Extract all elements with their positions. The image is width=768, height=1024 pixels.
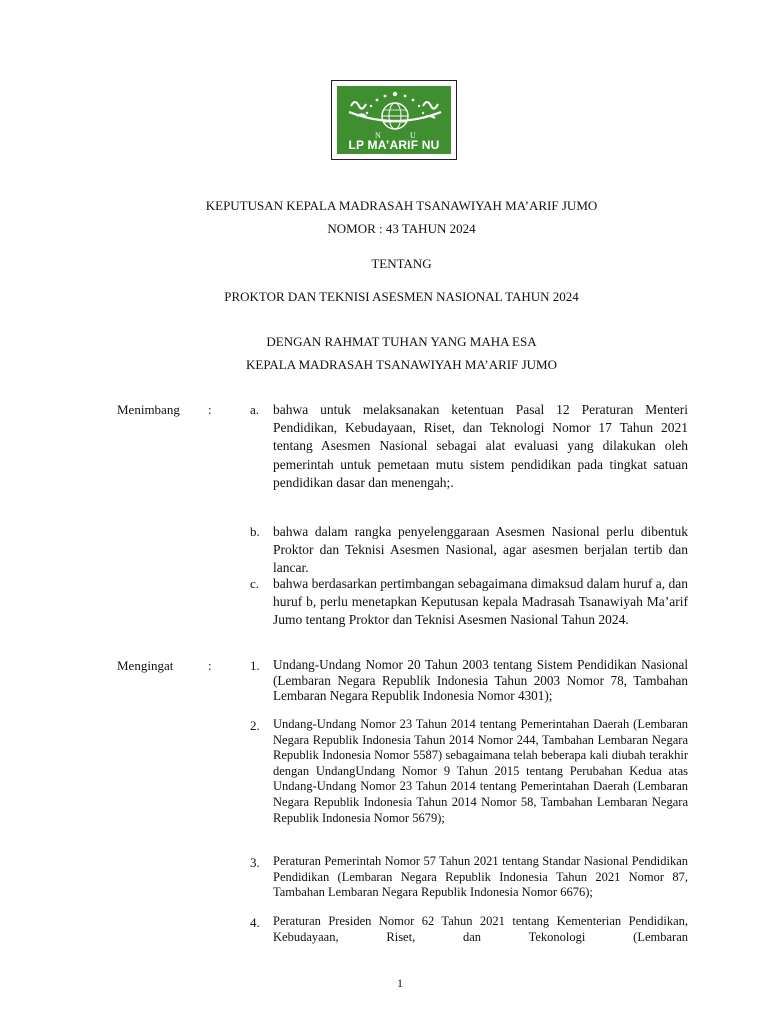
decree-title: KEPUTUSAN KEPALA MADRASAH TSANAWIYAH MA’ARIF JUMO	[205, 198, 598, 213]
menimbang-marker-a: a.	[250, 402, 260, 417]
menimbang-marker-b: b.	[250, 524, 260, 539]
decree-number: NOMOR : 43 TAHUN 2024	[327, 221, 476, 236]
mengingat-marker-4: 4.	[250, 915, 260, 930]
menimbang-label: Menimbang	[117, 402, 180, 417]
logo-caption: LP MA’ARIF NU	[348, 138, 440, 152]
mengingat-label: Mengingat	[117, 658, 174, 673]
menimbang-marker-c: c.	[250, 576, 260, 591]
menimbang-colon: :	[208, 402, 212, 417]
page-number: 1	[397, 976, 403, 990]
mengingat-item-4: Peraturan Presiden Nomor 62 Tahun 2021 tentang Kementerian Pendidikan, Kebudayaan, Riset, dan Tekonologi (Lembaran	[273, 914, 688, 944]
mengingat-colon: :	[208, 658, 212, 673]
lp-maarif-nu-logo	[331, 80, 457, 160]
blessing-line: DENGAN RAHMAT TUHAN YANG MAHA ESA	[266, 334, 537, 349]
menimbang-item-b: bahwa dalam rangka penyelenggaraan Asesmen Nasional perlu dibentuk Proktor dan Teknisi Asesmen Nasional, agar asesmen berjalan tertib dan lancar.	[273, 524, 688, 576]
mengingat-item-1: Undang-Undang Nomor 20 Tahun 2003 tentang Sistem Pendidikan Nasional (Lembaran Negara Republik Indonesia Tahun 2003 Nomor 78, Tambahan Lembaran Negara Republik Indonesia Nomor 4301);	[273, 657, 688, 704]
mengingat-item-2: Undang-Undang Nomor 23 Tahun 2014 tentang Pemerintahan Daerah (Lembaran Negara Republik Indonesia Tahun 2014 Nomor 244, Tambahan Lembaran Negara Republik Indonesia Nomor 5587) sebagaimana telah beberapa kali diubah terakhir dengan UndangUndang Nomor 9 Tahun 2015 tentang Perubahan Kedua atas Undang-Undang Nomor 23 Tahun 2014 tentang Pemerintahan Daerah (Lembaran Negara Republik Indonesia Tahun 2014 Nomor 58, Tambahan Lembaran Negara Republik Indonesia Nomor 5679);	[273, 717, 688, 825]
mengingat-item-3: Peraturan Pemerintah Nomor 57 Tahun 2021 tentang Standar Nasional Pendidikan Pendidikan (Lembaran Negara Republik Indonesia Tahun 2021 Nomor 87, Tambahan Lembaran Negara Republik Indonesia Nomor 6676);	[273, 854, 688, 900]
mengingat-marker-1: 1.	[250, 658, 260, 673]
mengingat-marker-2: 2.	[250, 718, 260, 733]
svg-text:N: N	[375, 131, 381, 140]
decree-subject: PROKTOR DAN TEKNISI ASESMEN NASIONAL TAHUN 2024	[224, 289, 579, 304]
menimbang-item-c: bahwa berdasarkan pertimbangan sebagaimana dimaksud dalam huruf a, dan huruf b, perlu menetapkan Keputusan kepala Madrasah Tsanawiyah Ma’arif Jumo tentang Proktor dan Teknisi Asesmen Nasional Tahun 2024.	[273, 576, 688, 628]
menimbang-item-a: bahwa untuk melaksanakan ketentuan Pasal 12 Peraturan Menteri Pendidikan, Kebudayaan, Riset, dan Teknologi Nomor 17 Tahun 2021 tentang Asesmen Nasional sebagai alat evaluasi yang dilakukan oleh pemerintah untuk pemetaan mutu sistem pendidikan pada tingkat satuan pendidikan dasar dan menengah;.	[273, 402, 688, 490]
tentang-heading: TENTANG	[371, 256, 432, 271]
mengingat-marker-3: 3.	[250, 855, 260, 870]
issuer-line: KEPALA MADRASAH TSANAWIYAH MA’ARIF JUMO	[246, 357, 557, 372]
logo-green-panel	[335, 84, 453, 156]
svg-text:U: U	[410, 131, 416, 140]
